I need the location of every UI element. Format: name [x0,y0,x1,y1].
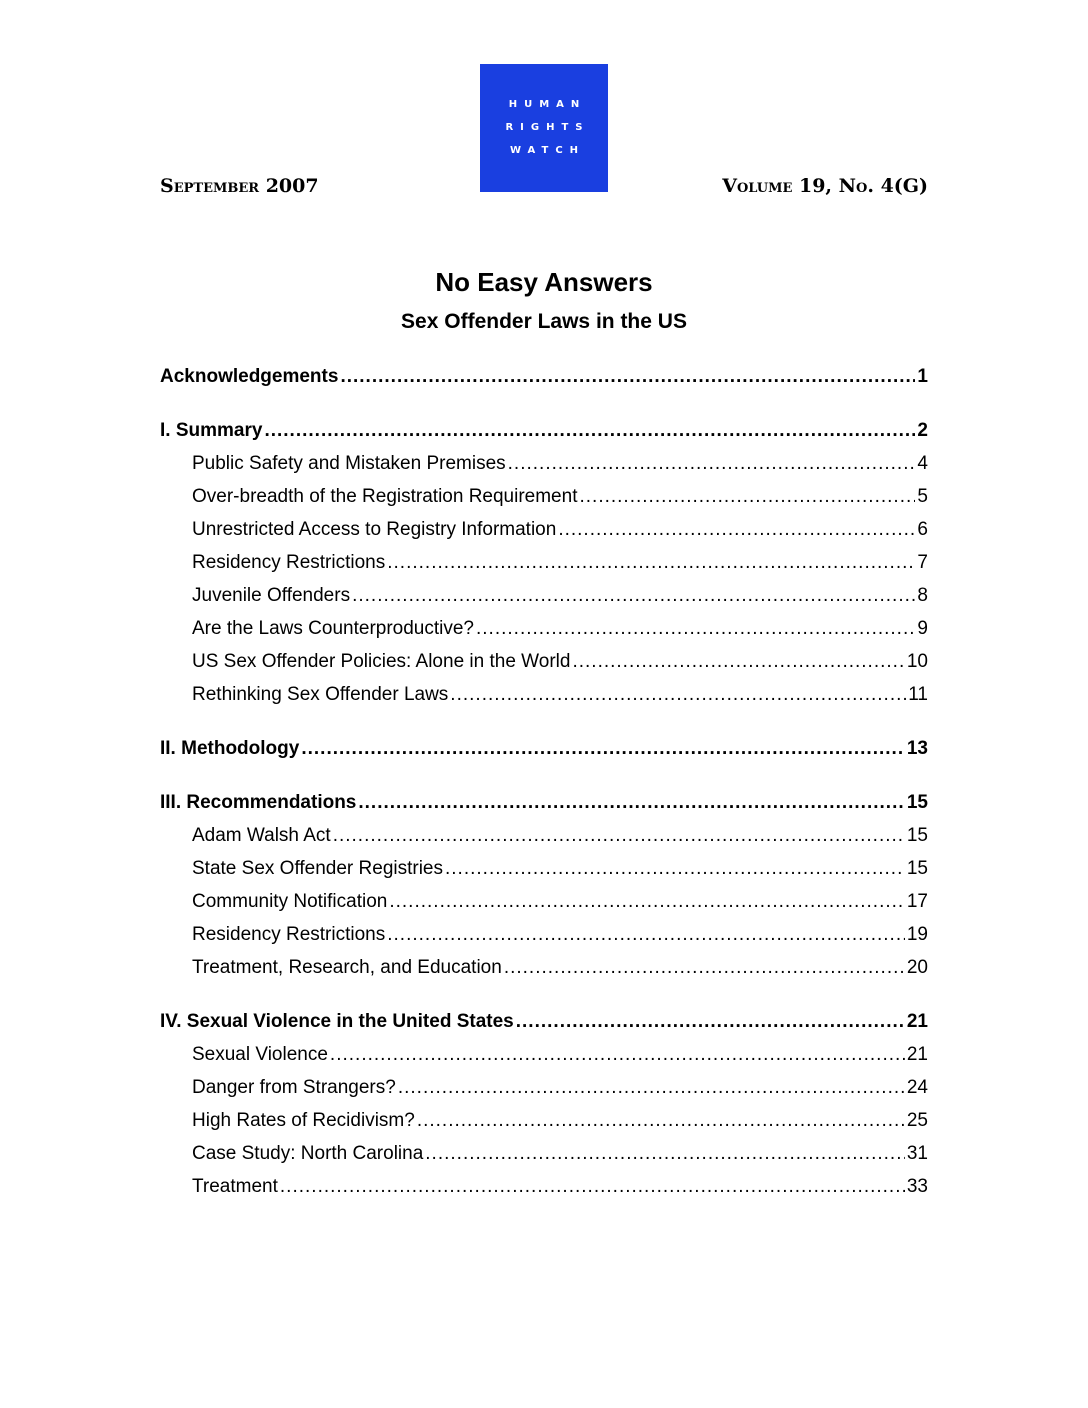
toc-label: Treatment, Research, and Education [192,957,502,978]
toc-page: 8 [917,585,928,606]
toc-page: 2 [917,420,928,441]
toc-entry-community-notification[interactable] [160,888,928,921]
toc-label: Sexual Violence [192,1044,328,1065]
toc-leader [389,888,905,916]
toc-entry-recommendations[interactable] [160,789,928,822]
toc-leader [301,735,905,763]
toc-leader [330,1041,905,1069]
toc-page: 7 [917,552,928,573]
toc-leader [417,1107,905,1135]
header-date: September 2007 [160,175,319,197]
toc-label: Rethinking Sex Offender Laws [192,684,449,705]
toc-entry-treatment[interactable] [160,1173,928,1206]
toc-entry-public-safety[interactable] [160,450,928,483]
toc-entry-acknowledgements[interactable] [160,363,928,396]
toc-label: Community Notification [192,891,388,912]
logo-line-1: HUMAN [508,99,587,110]
toc-label: Juvenile Offenders [192,585,351,606]
toc-page: 24 [906,1077,928,1098]
toc-page: 25 [906,1110,928,1131]
toc-leader [450,681,906,709]
toc-leader [340,363,915,391]
report-title: No Easy Answers [435,267,653,297]
toc-leader [558,516,915,544]
toc-entry-state-registries[interactable] [160,855,928,888]
toc-entry-residency-restrictions-2[interactable] [160,921,928,954]
toc-entry-summary[interactable] [160,417,928,450]
toc-page: 10 [906,651,928,672]
toc-leader [280,1173,905,1201]
logo-line-2: RIGHTS [505,122,590,133]
toc-label: Treatment [192,1176,278,1197]
toc-label: Adam Walsh Act [192,825,331,846]
toc-leader [516,1008,905,1036]
toc-leader [352,582,915,610]
toc-label: III. Recommendations [160,792,357,813]
toc-page: 31 [906,1143,928,1164]
toc-page: 21 [906,1011,928,1032]
toc-entry-us-policies[interactable] [160,648,928,681]
toc-label: IV. Sexual Violence in the United States [160,1011,514,1032]
toc-label: US Sex Offender Policies: Alone in the World [192,651,571,672]
toc-entry-unrestricted-access[interactable] [160,516,928,549]
toc-label: Unrestricted Access to Registry Information [192,519,557,540]
toc-leader [387,921,905,949]
toc-page: 4 [917,453,928,474]
toc-entry-recidivism[interactable] [160,1107,928,1140]
logo-line-3: WATCH [509,145,586,156]
toc-leader [445,855,905,883]
toc-leader [398,1074,905,1102]
toc-label: State Sex Offender Registries [192,858,443,879]
toc-page: 17 [906,891,928,912]
toc-page: 15 [906,792,928,813]
table-of-contents [160,363,928,1206]
toc-page: 6 [917,519,928,540]
toc-page: 9 [917,618,928,639]
toc-label: Residency Restrictions [192,552,386,573]
toc-entry-rethinking[interactable] [160,681,928,714]
toc-label: Case Study: North Carolina [192,1143,424,1164]
toc-label: High Rates of Recidivism? [192,1110,415,1131]
toc-page: 5 [917,486,928,507]
toc-leader [387,549,915,577]
toc-label: Over-breadth of the Registration Requirement [192,486,578,507]
toc-label: Are the Laws Counterproductive? [192,618,474,639]
toc-entry-over-breadth[interactable] [160,483,928,516]
toc-leader [508,450,916,478]
toc-entry-danger-strangers[interactable] [160,1074,928,1107]
toc-entry-counterproductive[interactable] [160,615,928,648]
toc-entry-residency-restrictions[interactable] [160,549,928,582]
toc-label: Public Safety and Mistaken Premises [192,453,506,474]
toc-entry-treatment-research[interactable] [160,954,928,987]
toc-label: Acknowledgements [160,366,339,387]
toc-entry-adam-walsh-act[interactable] [160,822,928,855]
toc-page: 15 [906,825,928,846]
toc-entry-sexual-violence[interactable] [160,1041,928,1074]
report-subtitle: Sex Offender Laws in the US [401,310,687,333]
header-volume: Volume 19, No. 4(G) [722,175,928,197]
toc-page: 11 [908,684,928,705]
toc-page: 20 [906,957,928,978]
toc-entry-methodology[interactable] [160,735,928,768]
toc-label: II. Methodology [160,738,300,759]
toc-page: 13 [906,738,928,759]
toc-leader [504,954,905,982]
toc-label: Residency Restrictions [192,924,386,945]
hrw-logo [480,64,608,192]
toc-leader [572,648,904,676]
toc-leader [476,615,915,643]
toc-page: 19 [906,924,928,945]
toc-leader [333,822,905,850]
toc-entry-sexual-violence-us[interactable] [160,1008,928,1041]
toc-page: 1 [917,366,928,387]
toc-entry-juvenile-offenders[interactable] [160,582,928,615]
toc-label: Danger from Strangers? [192,1077,396,1098]
toc-page: 33 [906,1176,928,1197]
toc-leader [425,1140,905,1168]
toc-leader [264,417,915,445]
toc-page: 21 [906,1044,928,1065]
toc-leader [579,483,915,511]
toc-leader [358,789,904,817]
toc-entry-north-carolina[interactable] [160,1140,928,1173]
toc-page: 15 [906,858,928,879]
toc-label: I. Summary [160,420,263,441]
